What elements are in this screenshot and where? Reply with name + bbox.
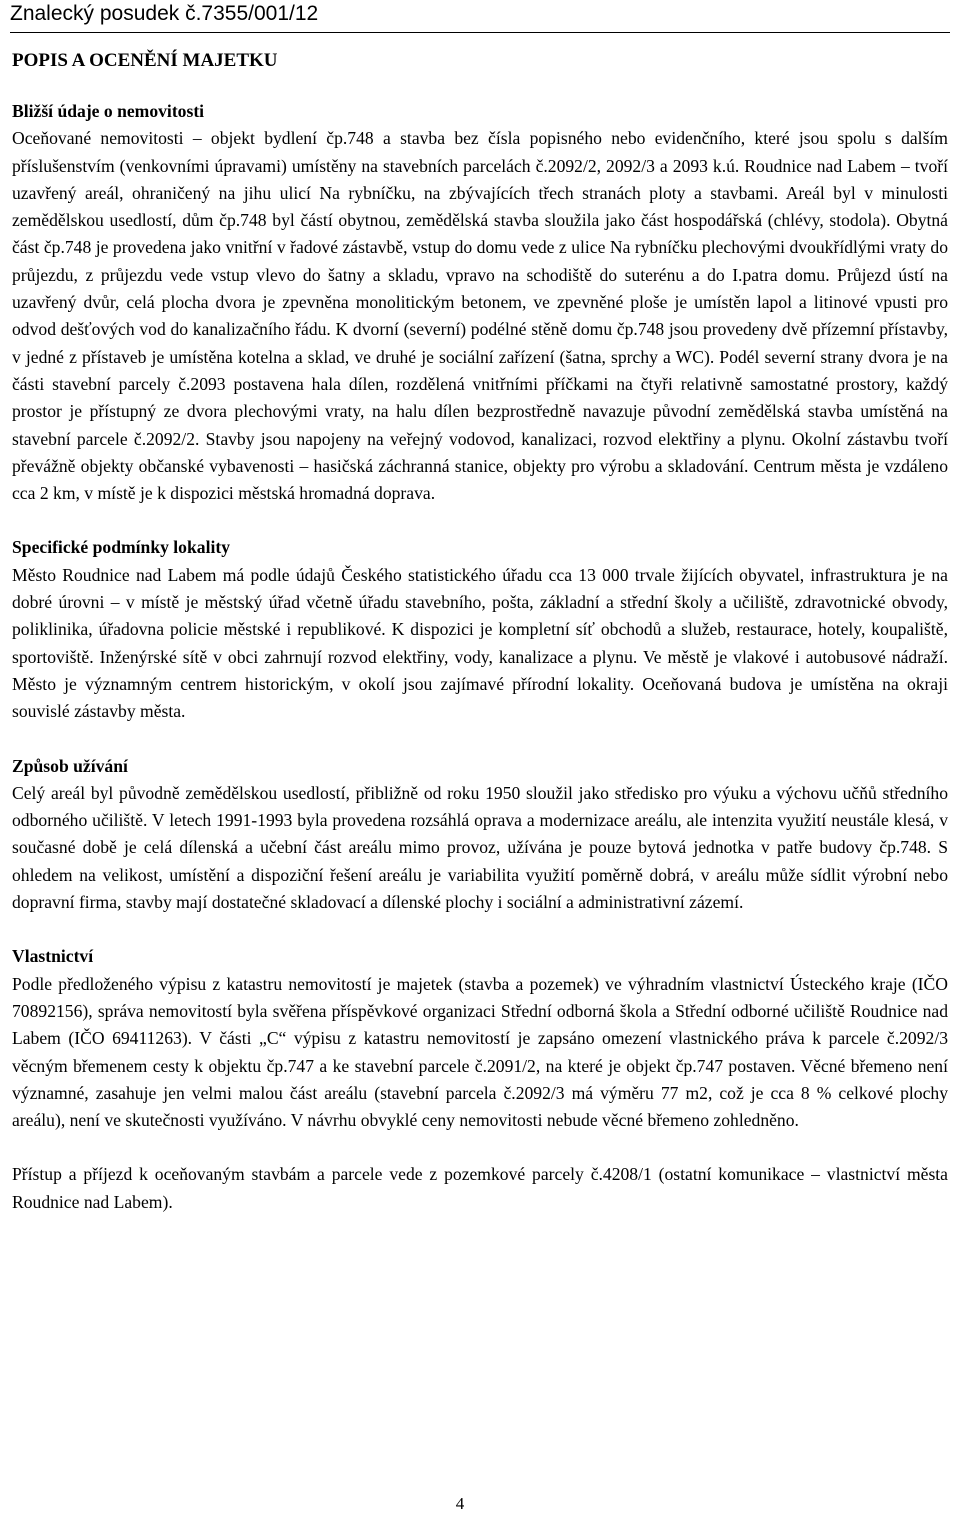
section-heading-location-conditions: Specifické podmínky lokality — [12, 537, 230, 558]
document-title: POPIS A OCENĚNÍ MAJETKU — [12, 50, 278, 71]
document-body — [12, 46, 948, 1216]
paragraph-ownership: Podle předloženého výpisu z katastru nemovitostí je majetek (stavba a pozemek) ve výhradním vlastnictví Ústeckého kraje (IČO 70892156), správa nemovitostí byla svěřena příspěvkové organizaci Střední odborná škola a Střední odborné učiliště Roudnice nad Labem (IČO 69411263). V části „C“ výpisu z katastru nemovitostí je zapsáno omezení vlastnického práva k parcele č.2092/3 věcným břemenem cesty k objektu čp.747 a ke stavební parcele č.2091/2, na které je objekt čp.747 postaven. Věcné břemeno není významné, zasahuje jen velmi malou část areálu (stavební parcela č.2092/3 má výměru 77 m2, což je cca 8 % celkové plochy areálu), není ve skutečnosti využíváno. V návrhu obvyklé ceny nemovitosti nebude věcné břemeno zohledněno. — [12, 973, 948, 1131]
paragraph-location-conditions: Město Roudnice nad Labem má podle údajů Českého statistického úřadu cca 13 000 trvale žijících obyvatel, infrastruktura je na dobré úrovni – v místě je městský úřad včetně úřadu stavebního, pošta, základní a střední školy a učiliště, zdravotnické obvody, poliklinika, úřadovna policie městské i republikové. K dispozici je kompletní síť obchodů a služeb, restaurace, hotely, koupaliště, sportoviště. Inženýrské sítě v obci zahrnují rozvod elektřiny, vody, kanalizace a plynu. Ve městě je vlakové i autobusové nádraží. Město je významným centrem historickým, v okolí jsou zajímavé přírodní lokality. Oceňovaná budova je umístěna na okraji souvislé zástavby města. — [12, 564, 948, 722]
header-rule — [10, 32, 950, 33]
running-header: Znalecký posudek č.7355/001/12 — [10, 2, 319, 25]
section-heading-ownership: Vlastnictví — [12, 946, 94, 967]
page-number: 4 — [455, 1494, 465, 1513]
paragraph-property-details: Oceňované nemovitosti – objekt bydlení čp.748 a stavba bez čísla popisného nebo evidenčního, které jsou spolu s dalším příslušenstvím (venkovními úpravami) umístěny na stavebních parcelách č.2092/2, 2092/3 a 2093 k.ú. Roudnice nad Labem – tvoří uzavřený areál, ohraničený na jihu ulicí Na rybníčku, na zbývajících třech stranách ploty a stavbami. Areál byl v minulosti zemědělskou usedlostí, dům čp.748 byl částí obytnou, zemědělská stavba sloužila jako část hospodářská (chlévy, stodola). Obytná část čp.748 je provedena jako vnitřní v řadové zástavbě, vstup do domu vede z ulice Na rybníčku plechovými dvoukřídlými vraty do průjezdu, z průjezdu vede vstup vlevo do šatny a skladu, vpravo na schodiště do suterénu a do I.patra domu. Průjezd ústí na uzavřený dvůr, celá plocha dvora je zpevněna monolitickým betonem, ve zpevněné ploše je umístěn lapol a litinové vpusti pro odvod dešťových vod do kanalizačního řádu. K dvorní (severní) podélné stěně domu čp.748 jsou provedeny dvě přízemní přístavby, v jedné z přístaveb je umístěna kotelna a sklad, ve druhé je sociální zařízení (šatna, sprchy a WC). Podél severní strany dvora je na části stavební parcely č.2093 postavena hala dílen, rozdělená vnitřními příčkami na čtyři relativně samostatné prostory, každý prostor je přístupný ze dvora plechovými vraty, na halu dílen bezprostředně navazuje původní zemědělská stavba umístěná na stavební parcele č.2092/2. Stavby jsou napojeny na veřejný vodovod, kanalizaci, rozvod elektřiny a plynu. Okolní zástavbu tvoří převážně objekty občanské vybavenosti – hasičská záchranná stanice, objekty pro výrobu a skladování. Centrum města je vzdáleno cca 2 km, v místě je k dispozici městská hromadná doprava. — [12, 128, 948, 504]
section-heading-property-details: Bližší údaje o nemovitosti — [12, 101, 205, 121]
paragraph-access: Přístup a příjezd k oceňovaným stavbám a parcele vede z pozemkové parcely č.4208/1 (ostatní komunikace – vlastnictví města Roudnice nad Labem). — [12, 1164, 948, 1212]
section-heading-usage: Způsob užívání — [12, 755, 128, 776]
paragraph-usage: Celý areál byl původně zemědělskou usedlostí, přibližně od roku 1950 sloužil jako středisko pro výuku a výchovu učňů středního odborného učiliště. V letech 1991-1993 byla provedena rozsáhlá oprava a modernizace areálu, ale intenzita využití neustále klesá, v současné době je celá dílenská a učební část areálu mimo provoz, užívána je pouze bytová jednotka v patře budovy čp.748. S ohledem na velikost, umístění a dispoziční řešení areálu je variabilita využití poměrně dobrá, v areálu může sídlit výrobní nebo dopravní firma, stavby mají dostatečné skladovací a dílenské plochy i sociální a administrativní zázemí. — [12, 782, 948, 913]
